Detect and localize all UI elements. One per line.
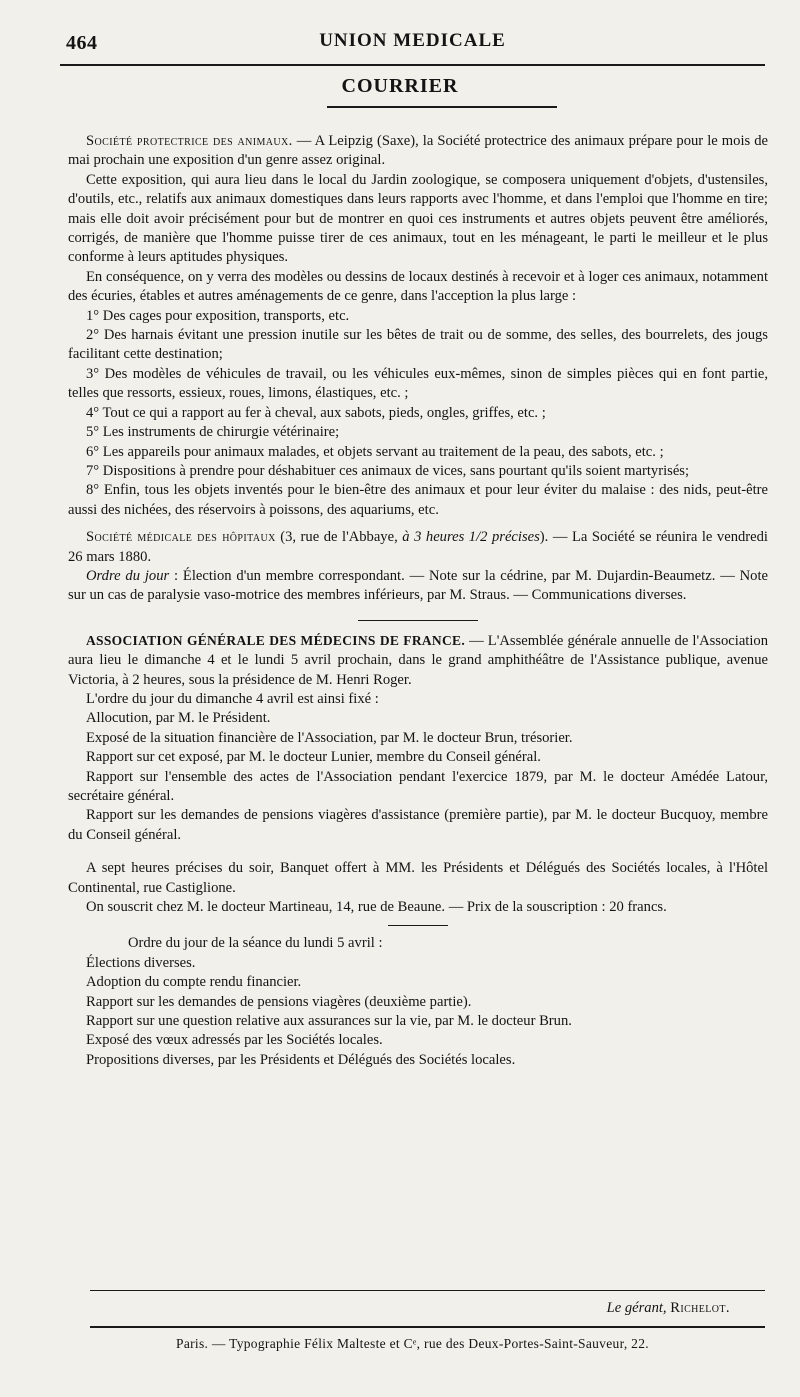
society-name: ASSOCIATION GÉNÉRALE DES MÉDECINS DE FRANCE. [86,632,466,648]
list-item: 4° Tout ce qui a rapport au fer à cheval, aux sabots, pieds, ongles, griffes, etc. ; [86,404,546,421]
agenda-item: Allocution, par M. le Président. [86,710,271,727]
society-name: Société médicale des hôpitaux [86,529,276,546]
article-body [68,132,768,1070]
agenda-item: Rapport sur les demandes de pensions viagères d'assistance (première partie), par M. le docteur Bucquoy, membre du Conseil général. [68,807,768,843]
agenda-item: Adoption du compte rendu financier. [86,974,302,991]
banquet-notice: A sept heures précises du soir, Banquet offert à MM. les Présidents et Délégués des Sociétés locales, à l'Hôtel Continental, rue Castiglione. [68,860,768,896]
footer-rule [90,1326,765,1328]
agenda-item: Propositions diverses, par les Présidents et Délégués des Sociétés locales. [86,1051,516,1068]
section-title: COURRIER [341,75,459,97]
agenda-item: Rapport sur l'ensemble des actes de l'Association pendant l'exercice 1879, par M. le docteur Amédée Latour, secrétaire général. [68,768,768,804]
signature-rule [90,1290,765,1291]
agenda-item: Exposé des vœux adressés par les Sociétés locales. [86,1032,383,1049]
ordre-lundi: Ordre du jour de la séance du lundi 5 avril : [128,935,383,952]
paragraph: Cette exposition, qui aura lieu dans le local du Jardin zoologique, se composera uniquement d'objets, d'ustensiles, d'outils, etc., relatifs aux animaux domestiques dans leurs rapports avec l'homme, et dans l'emploi que l'homme en tire; mais elle doit avoir précisément pour but de montrer en quoi ces instruments et autres objets peuvent être améliorés, corrigés, de manière que l'homme puisse tirer de ces animaux, tout en les ménageant, le parti le meilleur et le plus conforme à leurs aptitudes physiques. [68,171,768,266]
agenda-item: Rapport sur les demandes de pensions viagères (deuxième partie). [86,993,472,1010]
list-item: 8° Enfin, tous les objets inventés pour le bien-être des animaux et pour leur éviter du malaise : des nids, peut-être aussi des nichées, des réservoirs à poissons, des aquariums, etc. [68,482,768,518]
association-lead: ASSOCIATION GÉNÉRALE DES MÉDECINS DE FRANCE. — L'Assemblée générale annuelle de l'Association aura lieu le dimanche 4 et le lundi 5 avril prochain, dans le grand amphithéâtre de l'Assistance publique, avenue Victoria, à 2 heures, sous la présidence de M. Henri Roger. [68,632,768,688]
signature-name: Richelot. [670,1300,730,1316]
agenda-item: Rapport sur cet exposé, par M. le docteur Lunier, membre du Conseil général. [86,749,541,766]
divider [388,925,448,926]
list-item: 5° Les instruments de chirurgie vétérinaire; [86,424,340,441]
list-item: 2° Des harnais évitant une pression inutile sur les bêtes de trait ou de somme, des selles, des bourrelets, des jougs facilitant cette destination; [68,327,768,363]
page-header [60,28,765,58]
list-item: 6° Les appareils pour animaux malades, et objets servant au traitement de la peau, des sabots, etc. ; [86,443,664,460]
page-number: 464 [66,32,98,54]
list-item: 3° Des modèles de véhicules de travail, ou les véhicules eux-mêmes, sinon de simples pièces qui en font partie, telles que ressorts, essieux, roues, limons, élastiques, etc. ; [68,365,768,402]
header-rule [60,64,765,66]
signature [607,1300,730,1317]
signature-label: Le gérant, [606,1300,667,1316]
ordre-du-jour: Ordre du jour : Élection d'un membre correspondant. — Note sur la cédrine, par M. Dujardin-Beaumetz. — Note sur un cas de paralysie vaso-motrice des membres inférieurs, par M. Straus. — Communications diverses. [68,567,768,604]
list-item: 1° Des cages pour exposition, transports, etc. [86,307,350,324]
hopitaux-lead: Société médicale des hôpitaux (3, rue de l'Abbaye, à 3 heures 1/2 précises). — La Société se réunira le vendredi 26 mars 1880. [68,529,768,565]
section-divider [358,620,478,621]
paragraph: En conséquence, on y verra des modèles ou dessins de locaux destinés à recevoir et à loger ces animaux, notamment des écuries, étables et autres aménagements de ce genre, dans l'acception la plus large : [68,268,768,305]
journal-title: UNION MEDICALE [319,30,506,51]
section-title-rule [327,106,557,108]
printer-imprint: Paris. — Typographie Félix Malteste et Cᵉ, rue des Deux-Portes-Saint-Sauveur, 22. [176,1336,649,1351]
list-item: 7° Dispositions à prendre pour déshabituer ces animaux de vices, sans pourtant qu'ils soient martyrisés; [86,462,690,479]
society-name: Société protectrice des animaux. [86,133,293,149]
agenda-item: Rapport sur une question relative aux assurances sur la vie, par M. le docteur Brun. [86,1013,572,1030]
souscription-notice: On souscrit chez M. le docteur Martineau, 14, rue de Beaune. — Prix de la souscription : 20 francs. [86,899,667,916]
agenda-item: Exposé de la situation financière de l'Association, par M. le docteur Brun, trésorier. [86,729,573,746]
agenda-item: Élections diverses. [86,954,196,971]
ordre-dimanche: L'ordre du jour du dimanche 4 avril est ainsi fixé : [86,690,379,707]
protectrice-lead: Société protectrice des animaux. — A Leipzig (Saxe), la Société protectrice des animaux prépare pour le mois de mai prochain une exposition d'un genre assez original. [68,133,769,169]
